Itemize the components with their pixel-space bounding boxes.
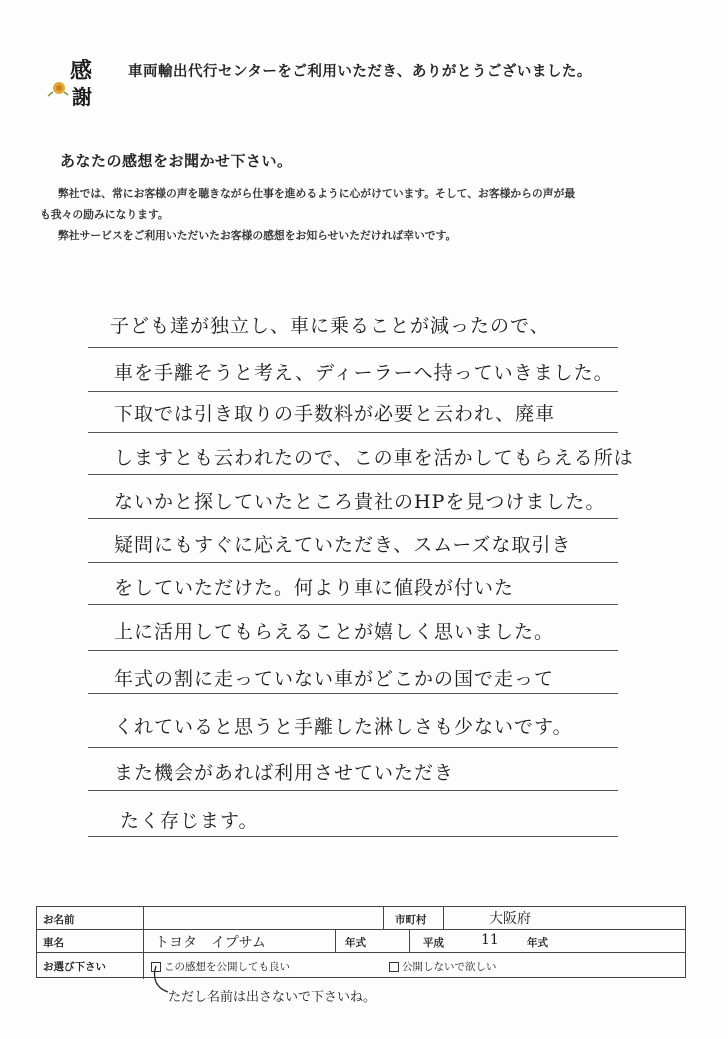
table-divider: [37, 952, 685, 953]
year-suffix: 年式: [527, 937, 548, 949]
ruled-line: [88, 693, 618, 694]
city-label: 市町村: [395, 914, 427, 926]
letter-line: 子ども達が独立し、車に乗ることが減ったので、: [110, 315, 550, 337]
ruled-line: [88, 836, 618, 837]
ruled-line: [88, 562, 618, 563]
car-label: 車名: [43, 937, 64, 949]
era-label: 平成: [423, 937, 444, 949]
letter-line: 車を手離そうと考え、ディーラーへ持っていきました。: [114, 362, 614, 384]
ruled-line: [88, 432, 618, 433]
ruled-line: [88, 790, 618, 791]
ruled-line: [88, 650, 618, 651]
city-value: 大阪府: [489, 911, 531, 927]
option-publish-label: この感想を公開しても良い: [164, 961, 290, 973]
intro-line: 弊社では、常にお客様の声を聴きながら仕事を進めるように心がけています。そして、お客様からの声が最: [58, 187, 576, 200]
table-divider: [443, 907, 444, 929]
option-private-label: 公開しないで欲しい: [402, 961, 497, 973]
letter-line: 下取では引き取りの手数料が必要と云われ、廃車: [114, 403, 556, 425]
svg-text:感: 感: [70, 58, 93, 84]
letter-line: たく存じます。: [120, 810, 259, 832]
letter-line: 上に活用してもらえることが嬉しく思いました。: [114, 621, 555, 643]
private-checkbox[interactable]: [389, 962, 399, 972]
table-divider: [383, 907, 384, 929]
letter-line: をしていただけた。何より車に値段が付いた: [114, 577, 515, 599]
year-label: 年式: [345, 937, 366, 949]
svg-text:謝: 謝: [72, 85, 92, 109]
header-title: 車両輸出代行センターをご利用いただき、ありがとうございました。: [128, 64, 592, 80]
intro-line: も我々の励みになります。: [40, 208, 169, 221]
choice-label: お選び下さい: [43, 961, 106, 973]
section-heading: あなたの感想をお聞かせ下さい。: [60, 152, 293, 170]
car-value: トヨタ イプサム: [155, 935, 266, 951]
option-private[interactable]: [389, 959, 497, 974]
intro-line: 弊社サービスをご利用いただいたお客様の感想をお知らせいただければ幸いです。: [58, 229, 457, 242]
ruled-line: [88, 474, 618, 475]
letter-line: くれていると思うと手離した淋しさも少ないです。: [114, 716, 573, 738]
letter-line: しますとも云われたので、この車を活かしてもらえる所は: [114, 447, 634, 469]
table-divider: [409, 929, 410, 952]
table-divider: [143, 907, 144, 979]
letter-line: また機会があれば利用させていただき: [114, 762, 455, 784]
customer-info-table: [36, 906, 686, 978]
ruled-line: [88, 747, 618, 748]
ruled-line: [88, 391, 618, 392]
letter-line: 疑問にもすぐに応えていただき、スムーズな取引き: [114, 534, 572, 556]
ruled-line: [88, 518, 618, 519]
ruled-line: [88, 347, 618, 348]
letter-line: ないかと探していたところ貴社のHPを見つけました。: [114, 491, 606, 513]
letter-line: 年式の割に走っていない車がどこかの国で走って: [114, 668, 555, 690]
name-label: お名前: [43, 914, 75, 926]
table-divider: [335, 929, 336, 952]
era-value: 11: [481, 932, 499, 948]
table-divider: [37, 929, 685, 930]
ruled-line: [88, 604, 618, 605]
handwritten-note: ただし名前は出さないで下さいね。: [168, 990, 377, 1005]
